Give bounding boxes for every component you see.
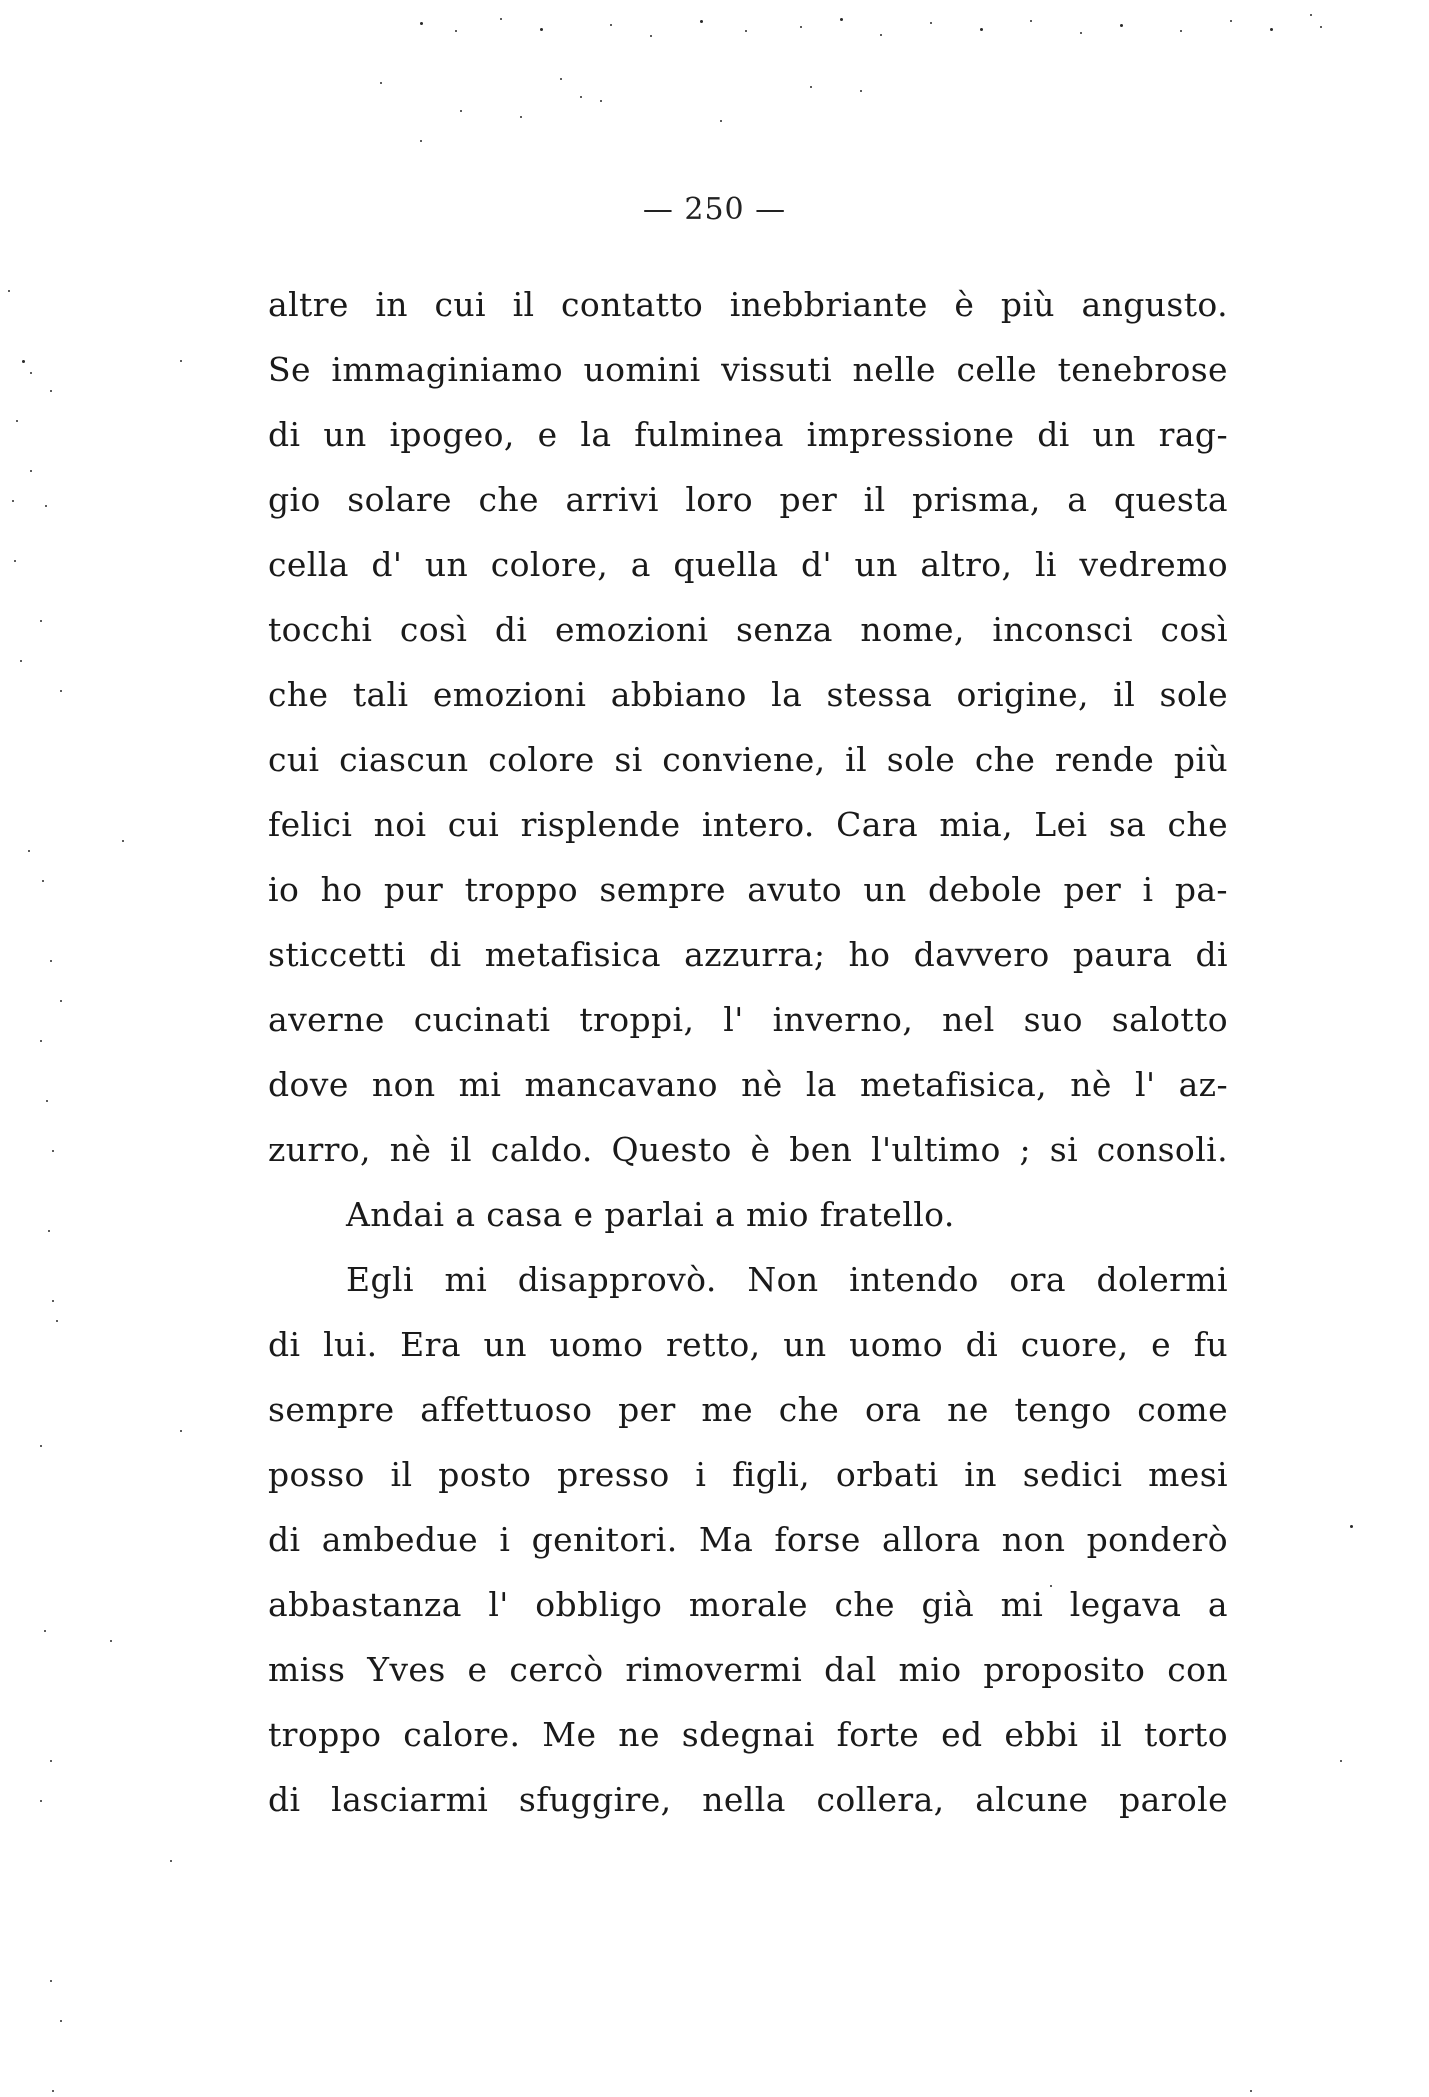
noise-speck (45, 505, 47, 507)
noise-speck (60, 1000, 62, 1002)
text-line: di ambedue i genitori. Ma forse allora non ponderò (268, 1520, 1228, 1559)
noise-speck (1080, 32, 1082, 34)
noise-speck (580, 96, 582, 98)
noise-speck (520, 116, 522, 118)
noise-speck (860, 90, 862, 92)
text-line: felici noi cui risplende intero. Cara mia, Lei sa che (268, 805, 1228, 844)
noise-speck (50, 1980, 52, 1982)
text-line: averne cucinati troppi, l' inverno, nel suo salotto (268, 1000, 1228, 1039)
noise-speck (610, 24, 612, 26)
text-line: di lui. Era un uomo retto, un uomo di cuore, e fu (268, 1325, 1228, 1364)
text-line: cui ciascun colore si conviene, il sole che rende più (268, 740, 1228, 779)
noise-speck (745, 30, 747, 32)
noise-speck (1320, 26, 1322, 28)
text-line: io ho pur troppo sempre avuto un debole per i pa- (268, 870, 1228, 909)
noise-speck (50, 960, 52, 962)
noise-speck (500, 18, 502, 20)
noise-speck (52, 1150, 54, 1152)
text-line: sticcetti di metafisica azzurra; ho davvero paura di (268, 935, 1228, 974)
text-line: sempre affettuoso per me che ora ne tengo come (268, 1390, 1228, 1429)
noise-speck (42, 880, 44, 882)
noise-speck (14, 560, 16, 562)
noise-speck (122, 840, 124, 842)
noise-speck (48, 1230, 50, 1232)
noise-speck (1030, 20, 1032, 22)
noise-speck (1340, 1760, 1342, 1762)
page-number: — 250 — (642, 192, 787, 227)
noise-speck (46, 1100, 48, 1102)
noise-speck (560, 78, 562, 80)
noise-speck (420, 22, 423, 25)
noise-speck (20, 660, 22, 662)
text-line: Se immaginiamo uomini vissuti nelle celle tenebrose (268, 350, 1228, 389)
noise-speck (540, 28, 543, 31)
noise-speck (56, 1320, 58, 1322)
noise-speck (50, 1760, 52, 1762)
noise-speck (60, 690, 62, 692)
text-line: zurro, nè il caldo. Questo è ben l'ultimo ; si consoli. (268, 1130, 1228, 1169)
text-line: troppo calore. Me ne sdegnai forte ed ebbi il torto (268, 1715, 1228, 1754)
noise-speck (460, 110, 462, 112)
text-line: dove non mi mancavano nè la metafisica, nè l' az- (268, 1065, 1228, 1104)
text-line: di un ipogeo, e la fulminea impressione di un rag- (268, 415, 1228, 454)
noise-speck (930, 22, 932, 24)
text-line: Andai a casa e parlai a mio fratello. (346, 1195, 955, 1234)
text-line: tocchi così di emozioni senza nome, inconsci così (268, 610, 1228, 649)
noise-speck (810, 86, 812, 88)
text-line: cella d' un colore, a quella d' un altro, li vedremo (268, 545, 1228, 584)
noise-speck (1120, 24, 1123, 27)
noise-speck (1310, 14, 1312, 16)
text-line: che tali emozioni abbiano la stessa origine, il sole (268, 675, 1228, 714)
noise-speck (180, 360, 182, 362)
noise-speck (16, 420, 18, 422)
text-line: miss Yves e cercò rimovermi dal mio proposito con (268, 1650, 1228, 1689)
text-line: altre in cui il contatto inebbriante è più angusto. (268, 285, 1228, 324)
noise-speck (110, 1640, 112, 1642)
noise-speck (1350, 1525, 1353, 1528)
noise-speck (700, 20, 703, 23)
noise-speck (40, 1800, 42, 1802)
noise-speck (1180, 30, 1182, 32)
noise-speck (40, 1040, 42, 1042)
noise-speck (380, 82, 382, 84)
noise-speck (1230, 20, 1232, 22)
noise-speck (650, 35, 652, 37)
noise-speck (600, 100, 602, 102)
noise-speck (40, 1445, 42, 1447)
noise-speck (1270, 28, 1273, 31)
body-text (268, 272, 1228, 1832)
text-line: di lasciarmi sfuggire, nella collera, alcune parole (268, 1780, 1228, 1819)
text-line: abbastanza l' obbligo morale che già mi legava a (268, 1585, 1228, 1624)
text-line: gio solare che arrivi loro per il prisma, a questa (268, 480, 1228, 519)
noise-speck (800, 26, 802, 28)
noise-speck (980, 28, 983, 31)
noise-speck (60, 2020, 62, 2022)
noise-speck (880, 34, 882, 36)
noise-speck (30, 470, 32, 472)
noise-speck (52, 1300, 54, 1302)
noise-speck (720, 120, 722, 122)
text-line: posso il posto presso i figli, orbati in sedici mesi (268, 1455, 1228, 1494)
noise-speck (8, 290, 10, 292)
noise-speck (50, 390, 52, 392)
noise-speck (22, 360, 25, 363)
noise-speck (180, 1430, 182, 1432)
noise-speck (170, 1860, 172, 1862)
noise-speck (1250, 2090, 1252, 2092)
noise-speck (40, 620, 42, 622)
noise-speck (28, 850, 30, 852)
noise-speck (455, 30, 457, 32)
noise-speck (840, 18, 843, 21)
noise-speck (12, 500, 14, 502)
noise-speck (44, 1630, 46, 1632)
text-line: Egli mi disapprovò. Non intendo ora dolermi (346, 1260, 1228, 1299)
noise-speck (52, 2090, 54, 2092)
noise-speck (420, 140, 422, 142)
noise-speck (30, 372, 32, 374)
